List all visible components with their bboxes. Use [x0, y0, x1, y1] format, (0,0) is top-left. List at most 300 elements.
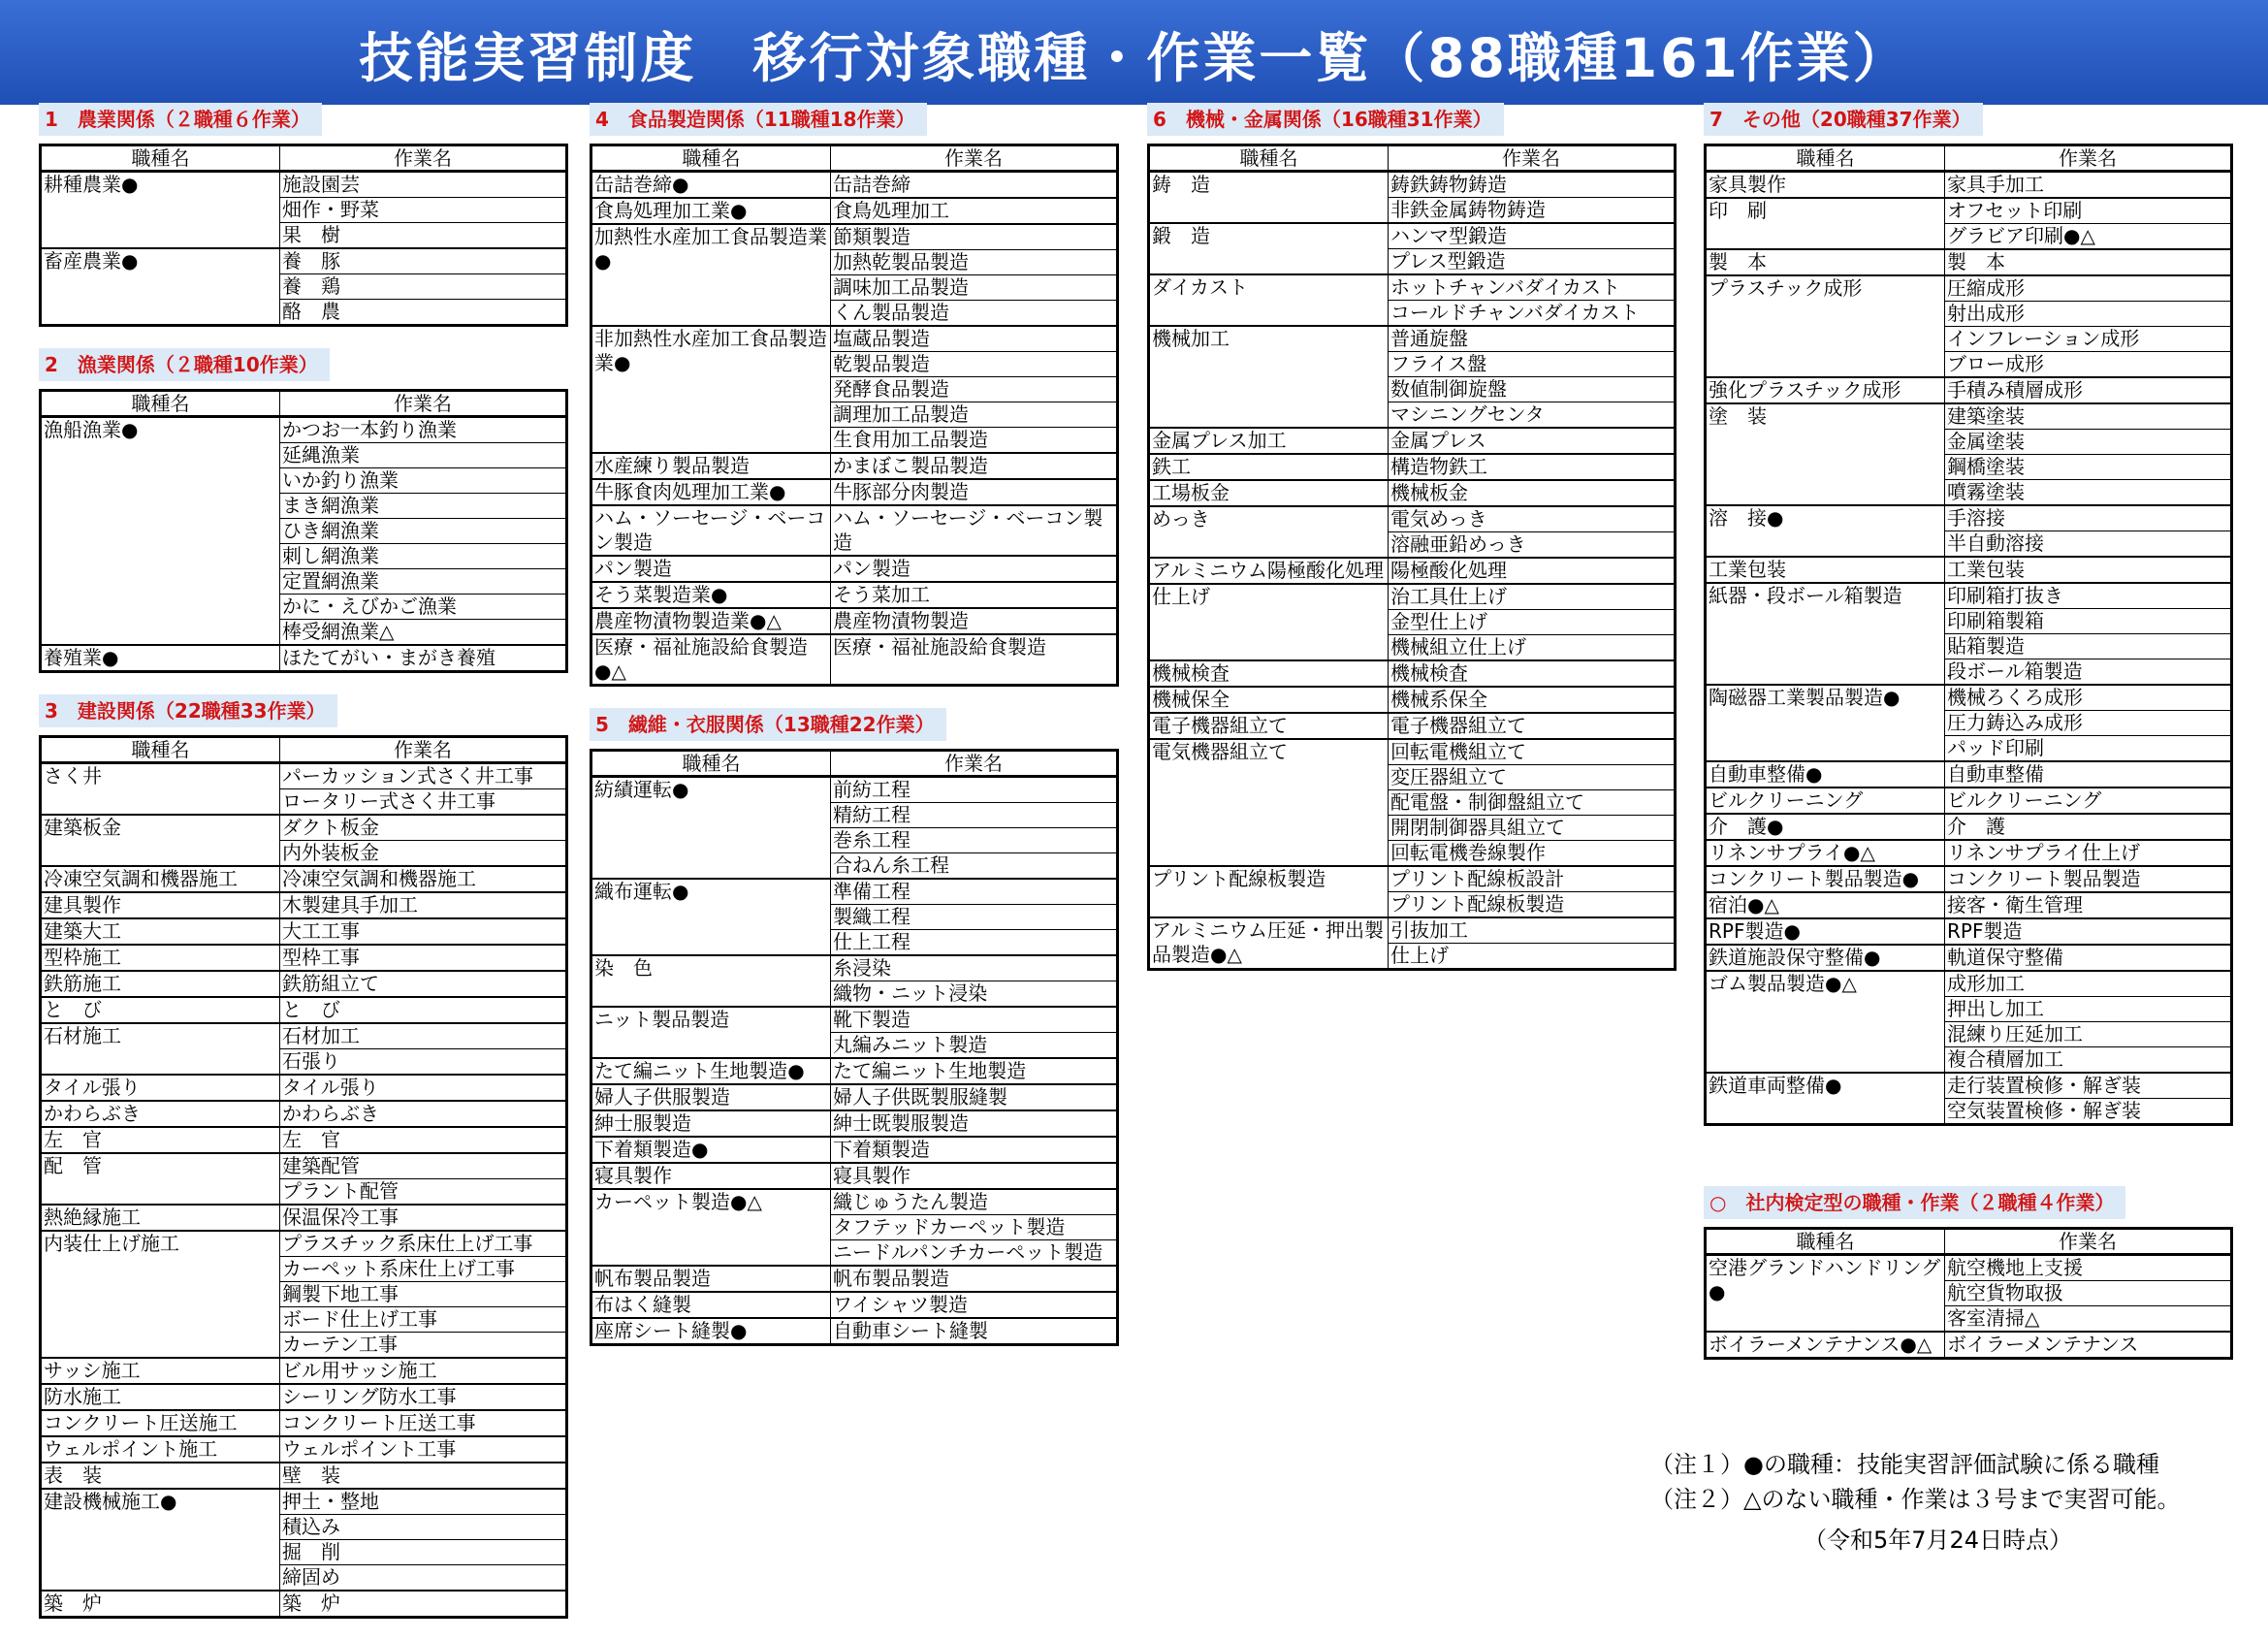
work-name-cell: 下着類製造 [831, 1137, 1118, 1163]
table-row [1706, 403, 2232, 430]
job-name-cell: アルミニウム陽極酸化処理 [1149, 558, 1389, 584]
table-header-row [41, 145, 567, 172]
job-name-cell: 耕種農業● [41, 172, 280, 249]
work-name-cell: 航空貨物取扱 [1945, 1281, 2232, 1306]
table-row [1706, 814, 2232, 840]
job-column-header: 職種名 [591, 145, 831, 172]
work-name-cell: 丸編みニット製造 [831, 1033, 1118, 1059]
work-name-cell: 定置網漁業 [280, 569, 567, 595]
work-name-cell: かまぼこ製品製造 [831, 453, 1118, 479]
work-name-cell: 走行装置検修・解ぎ装 [1945, 1073, 2232, 1099]
job-name-cell: 防水施工 [41, 1384, 280, 1410]
table-header-row [1149, 145, 1676, 172]
section-heading [590, 708, 1119, 745]
job-name-cell: 建築板金 [41, 815, 280, 866]
work-name-cell: 開閉制御器具組立て [1389, 816, 1676, 841]
work-name-cell: 締固め [280, 1565, 567, 1592]
work-name-cell: 非鉄金属鋳物鋳造 [1389, 198, 1676, 224]
work-name-cell: ブロー成形 [1945, 352, 2232, 378]
job-name-cell: タイル張り [41, 1075, 280, 1101]
table-row [591, 634, 1118, 686]
work-name-cell: ビルクリーニング [1945, 788, 2232, 814]
work-name-cell: インフレーション成形 [1945, 327, 2232, 352]
job-name-cell: 建設機械施工● [41, 1489, 280, 1591]
table-header-row [41, 391, 567, 417]
job-name-cell: 婦人子供服製造 [591, 1084, 831, 1110]
work-name-cell: 普通旋盤 [1389, 326, 1676, 352]
work-name-cell: オフセット印刷 [1945, 198, 2232, 224]
work-column-header: 作業名 [1945, 145, 2232, 172]
job-name-cell: 熱絶縁施工 [41, 1205, 280, 1231]
table-row [1149, 713, 1676, 739]
table-row [41, 248, 567, 274]
table-row [41, 172, 567, 198]
job-name-cell: 機械加工 [1149, 326, 1389, 428]
job-name-cell: ボイラーメンテナンス●△ [1706, 1332, 1945, 1359]
job-name-cell: 工業包装 [1706, 557, 1945, 583]
table-row [1706, 892, 2232, 918]
table-row [1706, 971, 2232, 997]
job-name-cell: 溶 接● [1706, 505, 1945, 557]
work-name-cell: ほたてがい・まがき養殖 [280, 645, 567, 672]
work-name-cell: 航空機地上支援 [1945, 1255, 2232, 1281]
work-name-cell: 手溶接 [1945, 505, 2232, 531]
job-name-cell: 鉄道車両整備● [1706, 1073, 1945, 1125]
work-name-cell: 塩蔵品製造 [831, 326, 1118, 352]
job-name-cell: 布はく縫製 [591, 1292, 831, 1318]
job-name-cell: 鉄道施設保守整備● [1706, 945, 1945, 971]
work-name-cell: 工業包装 [1945, 557, 2232, 583]
table-row [1706, 198, 2232, 224]
section-heading [39, 694, 568, 731]
job-name-cell: たて編ニット生地製造● [591, 1058, 831, 1084]
work-name-cell: コールドチャンバダイカスト [1389, 301, 1676, 327]
job-name-cell: 機械保全 [1149, 687, 1389, 713]
work-name-cell: 精紡工程 [831, 803, 1118, 828]
work-name-cell: 紳士既製服製造 [831, 1110, 1118, 1137]
table-row [1149, 454, 1676, 480]
work-name-cell: 石張り [280, 1049, 567, 1076]
work-name-cell: 加熱乾製品製造 [831, 250, 1118, 275]
section-heading [1147, 103, 1677, 140]
table-row [1706, 557, 2232, 583]
work-name-cell: たて編ニット生地製造 [831, 1058, 1118, 1084]
job-name-cell: 帆布製品製造 [591, 1266, 831, 1292]
work-name-cell: 印刷箱打抜き [1945, 583, 2232, 609]
table-row [41, 1358, 567, 1384]
work-name-cell: 半自動溶接 [1945, 531, 2232, 558]
table-header-row [591, 145, 1118, 172]
work-name-cell: 機械検査 [1389, 660, 1676, 687]
job-name-cell: 染 色 [591, 955, 831, 1007]
work-name-cell: コンクリート製品製造 [1945, 866, 2232, 892]
job-name-cell: 寝具製作 [591, 1163, 831, 1189]
work-name-cell: 複合積層加工 [1945, 1047, 2232, 1074]
work-name-cell: 貼箱製造 [1945, 634, 2232, 659]
table-row [591, 1163, 1118, 1189]
work-name-cell: グラビア印刷●△ [1945, 224, 2232, 250]
job-name-cell: 鋳 造 [1149, 172, 1389, 224]
table-row [41, 1075, 567, 1101]
job-name-cell: 仕上げ [1149, 584, 1389, 660]
job-name-cell: 強化プラスチック成形 [1706, 377, 1945, 403]
work-name-cell: 積込み [280, 1515, 567, 1540]
job-name-cell: アルミニウム圧延・押出製品製造●△ [1149, 917, 1389, 970]
job-name-cell: 鉄工 [1149, 454, 1389, 480]
column-1 [39, 103, 568, 1640]
category-table [590, 749, 1119, 1346]
job-name-cell: 宿泊●△ [1706, 892, 1945, 918]
work-column-header: 作業名 [280, 145, 567, 172]
table-row [591, 172, 1118, 199]
table-row [1149, 917, 1676, 944]
table-row [591, 1007, 1118, 1033]
work-name-cell: 酪 農 [280, 300, 567, 326]
work-name-cell: 木製建具手加工 [280, 892, 567, 918]
work-name-cell: プラスチック系床仕上げ工事 [280, 1231, 567, 1257]
work-name-cell: 織物・ニット浸染 [831, 981, 1118, 1008]
section-heading-label: 6 機械・金属関係（16職種31作業） [1147, 103, 1504, 136]
table-row [41, 1489, 567, 1515]
work-name-cell: 治工具仕上げ [1389, 584, 1676, 610]
table-row [1149, 866, 1676, 892]
work-name-cell: ロータリー式さく井工事 [280, 789, 567, 816]
table-row [591, 505, 1118, 556]
job-name-cell: 漁船漁業● [41, 417, 280, 646]
table-row [41, 1231, 567, 1257]
table-row [1149, 223, 1676, 249]
table-row [41, 763, 567, 789]
work-name-cell: 噴霧塗装 [1945, 480, 2232, 506]
category-table [590, 144, 1119, 687]
work-name-cell: 成形加工 [1945, 971, 2232, 997]
job-name-cell: ダイカスト [1149, 274, 1389, 326]
work-name-cell: 構造物鉄工 [1389, 454, 1676, 480]
section-heading-label: 1 農業関係（２職種６作業） [39, 103, 322, 136]
table-row [591, 224, 1118, 250]
work-name-cell: ひき網漁業 [280, 519, 567, 544]
work-name-cell: 建築塗装 [1945, 403, 2232, 430]
work-name-cell: パッド印刷 [1945, 736, 2232, 762]
job-name-cell: 紡績運転● [591, 777, 831, 880]
table-row [591, 879, 1118, 905]
work-name-cell: 印刷箱製箱 [1945, 609, 2232, 634]
work-name-cell: 引抜加工 [1389, 917, 1676, 944]
work-name-cell: 石材加工 [280, 1023, 567, 1049]
job-name-cell: 下着類製造● [591, 1137, 831, 1163]
table-row [1706, 249, 2232, 275]
work-name-cell: 押土・整地 [280, 1489, 567, 1515]
work-name-cell: 鋼橋塗装 [1945, 455, 2232, 480]
table-row [41, 1153, 567, 1179]
work-name-cell: 糸浸染 [831, 955, 1118, 981]
job-name-cell: 機械検査 [1149, 660, 1389, 687]
table-row [1706, 945, 2232, 971]
work-name-cell: RPF製造 [1945, 918, 2232, 945]
job-name-cell: 空港グランドハンドリング● [1706, 1255, 1945, 1333]
table-row [41, 945, 567, 971]
section-heading [1704, 103, 2233, 140]
job-name-cell: コンクリート製品製造● [1706, 866, 1945, 892]
category-table [1147, 144, 1677, 971]
work-name-cell: 圧力鋳込み成形 [1945, 711, 2232, 736]
work-name-cell: 金型仕上げ [1389, 610, 1676, 635]
table-row [41, 892, 567, 918]
work-name-cell: そう菜加工 [831, 582, 1118, 608]
table-row [41, 866, 567, 892]
table-row [1706, 1332, 2232, 1359]
job-name-cell: 建具製作 [41, 892, 280, 918]
work-name-cell: 段ボール箱製造 [1945, 659, 2232, 686]
table-row [591, 198, 1118, 224]
work-name-cell: 巻糸工程 [831, 828, 1118, 853]
job-name-cell: 石材施工 [41, 1023, 280, 1075]
table-row [41, 1410, 567, 1436]
table-row [1706, 866, 2232, 892]
job-name-cell: 畜産農業● [41, 248, 280, 326]
work-name-cell: 空気装置検修・解ぎ装 [1945, 1099, 2232, 1125]
work-name-cell: シーリング防水工事 [280, 1384, 567, 1410]
work-column-header: 作業名 [1389, 145, 1676, 172]
work-name-cell: 養 豚 [280, 248, 567, 274]
table-row [41, 1463, 567, 1489]
section-heading-label: ○ 社内検定型の職種・作業（２職種４作業） [1704, 1186, 2125, 1219]
work-name-cell: ボイラーメンテナンス [1945, 1332, 2232, 1359]
job-name-cell: 加熱性水産加工食品製造業● [591, 224, 831, 326]
job-name-cell: RPF製造● [1706, 918, 1945, 945]
job-column-header: 職種名 [41, 391, 280, 417]
job-name-cell: 金属プレス加工 [1149, 428, 1389, 454]
work-name-cell: 養 鶏 [280, 274, 567, 300]
work-name-cell: 保温保冷工事 [280, 1205, 567, 1231]
table-header-row [1706, 1229, 2232, 1255]
job-column-header: 職種名 [41, 737, 280, 763]
work-name-cell: 鉄筋組立て [280, 971, 567, 997]
work-name-cell: 寝具製作 [831, 1163, 1118, 1189]
section-heading-label: 4 食品製造関係（11職種18作業） [590, 103, 927, 136]
work-name-cell: 射出成形 [1945, 302, 2232, 327]
table-row [1706, 505, 2232, 531]
category-table [39, 144, 568, 327]
work-name-cell: 鋳鉄鋳物鋳造 [1389, 172, 1676, 198]
table-row [591, 1058, 1118, 1084]
work-name-cell: プリント配線板製造 [1389, 892, 1676, 918]
job-name-cell: ゴム製品製造●△ [1706, 971, 1945, 1073]
work-name-cell: 製織工程 [831, 905, 1118, 930]
table-row [1706, 1073, 2232, 1099]
job-column-header: 職種名 [1706, 145, 1945, 172]
work-name-cell: プラント配管 [280, 1179, 567, 1206]
table-row [1706, 761, 2232, 788]
work-name-cell: 自動車整備 [1945, 761, 2232, 788]
section-heading [590, 103, 1119, 140]
table-row [591, 1292, 1118, 1318]
work-name-cell: プレス型鍛造 [1389, 249, 1676, 275]
job-column-header: 職種名 [1149, 145, 1389, 172]
job-name-cell: サッシ施工 [41, 1358, 280, 1384]
work-name-cell: 混練り圧延加工 [1945, 1022, 2232, 1047]
work-column-header: 作業名 [831, 751, 1118, 777]
job-name-cell: かわらぶき [41, 1101, 280, 1127]
notes [1650, 1412, 2242, 1517]
table-row [41, 1023, 567, 1049]
table-row [1149, 480, 1676, 506]
job-name-cell: 工場板金 [1149, 480, 1389, 506]
table-row [1149, 326, 1676, 352]
work-name-cell: 型枠工事 [280, 945, 567, 971]
category-table [1704, 144, 2233, 1126]
work-name-cell: 施設園芸 [280, 172, 567, 198]
table-row [41, 815, 567, 841]
work-name-cell: 食鳥処理加工 [831, 198, 1118, 224]
table-row [591, 582, 1118, 608]
work-name-cell: カーテン工事 [280, 1333, 567, 1359]
title-bar [0, 0, 2268, 105]
table-header-row [591, 751, 1118, 777]
work-name-cell: 圧縮成形 [1945, 275, 2232, 302]
job-name-cell: 養殖業● [41, 645, 280, 672]
category-table [1704, 1227, 2233, 1360]
work-column-header: 作業名 [1945, 1229, 2232, 1255]
work-name-cell: 仕上げ [1389, 944, 1676, 970]
work-name-cell: 前紡工程 [831, 777, 1118, 803]
job-name-cell: カーペット製造●△ [591, 1189, 831, 1266]
work-name-cell: 調味加工品製造 [831, 275, 1118, 301]
table-row [41, 918, 567, 945]
work-name-cell: 機械ろくろ成形 [1945, 685, 2232, 711]
work-name-cell: 鋼製下地工事 [280, 1282, 567, 1307]
job-name-cell: と び [41, 997, 280, 1023]
work-name-cell: 織じゅうたん製造 [831, 1189, 1118, 1215]
work-name-cell: 生食用加工品製造 [831, 428, 1118, 454]
work-name-cell: ニードルパンチカーペット製造 [831, 1240, 1118, 1267]
job-name-cell: 製 本 [1706, 249, 1945, 275]
job-name-cell: そう菜製造業● [591, 582, 831, 608]
table-row [1706, 788, 2232, 814]
job-column-header: 職種名 [1706, 1229, 1945, 1255]
job-name-cell: 自動車整備● [1706, 761, 1945, 788]
work-name-cell: パーカッション式さく井工事 [280, 763, 567, 789]
note-1: （注１）●の職種：技能実習評価試験に係る職種 [1650, 1451, 2159, 1478]
table-row [591, 453, 1118, 479]
table-row [1706, 840, 2232, 866]
table-row [41, 971, 567, 997]
work-name-cell: 内外装板金 [280, 841, 567, 867]
column-3 [1147, 103, 1677, 992]
table-row [41, 1384, 567, 1410]
job-name-cell: 牛豚食肉処理加工業● [591, 479, 831, 505]
work-name-cell: ハンマ型鍛造 [1389, 223, 1676, 249]
table-row [591, 1318, 1118, 1345]
table-header-row [1706, 145, 2232, 172]
as-of-date: （令和5年7月24日時点） [1804, 1527, 2073, 1554]
work-name-cell: 靴下製造 [831, 1007, 1118, 1033]
work-name-cell: 製 本 [1945, 249, 2232, 275]
table-row [1706, 583, 2232, 609]
work-name-cell: 缶詰巻締 [831, 172, 1118, 199]
table-row [591, 608, 1118, 634]
column-2 [590, 103, 1119, 1367]
job-name-cell: 型枠施工 [41, 945, 280, 971]
job-name-cell: 座席シート縫製● [591, 1318, 831, 1345]
job-name-cell: プラスチック成形 [1706, 275, 1945, 377]
work-name-cell: 変圧器組立て [1389, 765, 1676, 790]
job-name-cell: 建築大工 [41, 918, 280, 945]
table-row [591, 777, 1118, 803]
work-name-cell: 機械板金 [1389, 480, 1676, 506]
job-name-cell: 紙器・段ボール箱製造 [1706, 583, 1945, 685]
work-column-header: 作業名 [280, 391, 567, 417]
job-name-cell: 内装仕上げ施工 [41, 1231, 280, 1358]
work-name-cell: タフテッドカーペット製造 [831, 1215, 1118, 1240]
category-table [39, 389, 568, 673]
work-name-cell: 介 護 [1945, 814, 2232, 840]
work-name-cell: 配電盤・制御盤組立て [1389, 790, 1676, 816]
work-name-cell: 建築配管 [280, 1153, 567, 1179]
section-heading-label: 2 漁業関係（２職種10作業） [39, 348, 330, 381]
job-name-cell: プリント配線板製造 [1149, 866, 1389, 917]
work-name-cell: 合ねん糸工程 [831, 853, 1118, 880]
job-name-cell: パン製造 [591, 556, 831, 582]
work-name-cell: 掘 削 [280, 1540, 567, 1565]
table-row [41, 1436, 567, 1463]
job-name-cell: 印 刷 [1706, 198, 1945, 249]
table-header-row [41, 737, 567, 763]
job-name-cell: 陶磁器工業製品製造● [1706, 685, 1945, 761]
work-name-cell: 牛豚部分肉製造 [831, 479, 1118, 505]
work-column-header: 作業名 [831, 145, 1118, 172]
job-name-cell: 非加熱性水産加工食品製造業● [591, 326, 831, 453]
table-row [1149, 739, 1676, 765]
work-name-cell: リネンサプライ仕上げ [1945, 840, 2232, 866]
work-name-cell: 婦人子供既製服縫製 [831, 1084, 1118, 1110]
work-name-cell: 回転電機組立て [1389, 739, 1676, 765]
table-row [591, 479, 1118, 505]
table-row [1706, 275, 2232, 302]
work-name-cell: ワイシャツ製造 [831, 1292, 1118, 1318]
work-name-cell: 節類製造 [831, 224, 1118, 250]
job-name-cell: 介 護● [1706, 814, 1945, 840]
job-name-cell: 織布運転● [591, 879, 831, 955]
table-row [1706, 377, 2232, 403]
work-name-cell: 自動車シート縫製 [831, 1318, 1118, 1345]
work-name-cell: 準備工程 [831, 879, 1118, 905]
work-name-cell: かつお一本釣り漁業 [280, 417, 567, 443]
table-row [591, 1084, 1118, 1110]
work-name-cell: 築 炉 [280, 1591, 567, 1618]
job-name-cell: 表 装 [41, 1463, 280, 1489]
work-name-cell: 数値制御旋盤 [1389, 377, 1676, 402]
work-name-cell: 棒受網漁業△ [280, 620, 567, 646]
table-row [41, 1205, 567, 1231]
work-name-cell: まき網漁業 [280, 494, 567, 519]
job-name-cell: 電子機器組立て [1149, 713, 1389, 739]
job-name-cell: ニット製品製造 [591, 1007, 831, 1058]
work-name-cell: ボード仕上げ工事 [280, 1307, 567, 1333]
work-name-cell: くん製品製造 [831, 301, 1118, 327]
table-row [1149, 558, 1676, 584]
work-name-cell: ダクト板金 [280, 815, 567, 841]
table-row [591, 1137, 1118, 1163]
section-heading-label: 7 その他（20職種37作業） [1704, 103, 1983, 136]
work-name-cell: 電子機器組立て [1389, 713, 1676, 739]
work-name-cell: 仕上工程 [831, 930, 1118, 956]
work-name-cell: 発酵食品製造 [831, 377, 1118, 402]
table-row [591, 1110, 1118, 1137]
table-row [591, 1189, 1118, 1215]
work-name-cell: ウェルポイント工事 [280, 1436, 567, 1463]
table-row [1706, 918, 2232, 945]
